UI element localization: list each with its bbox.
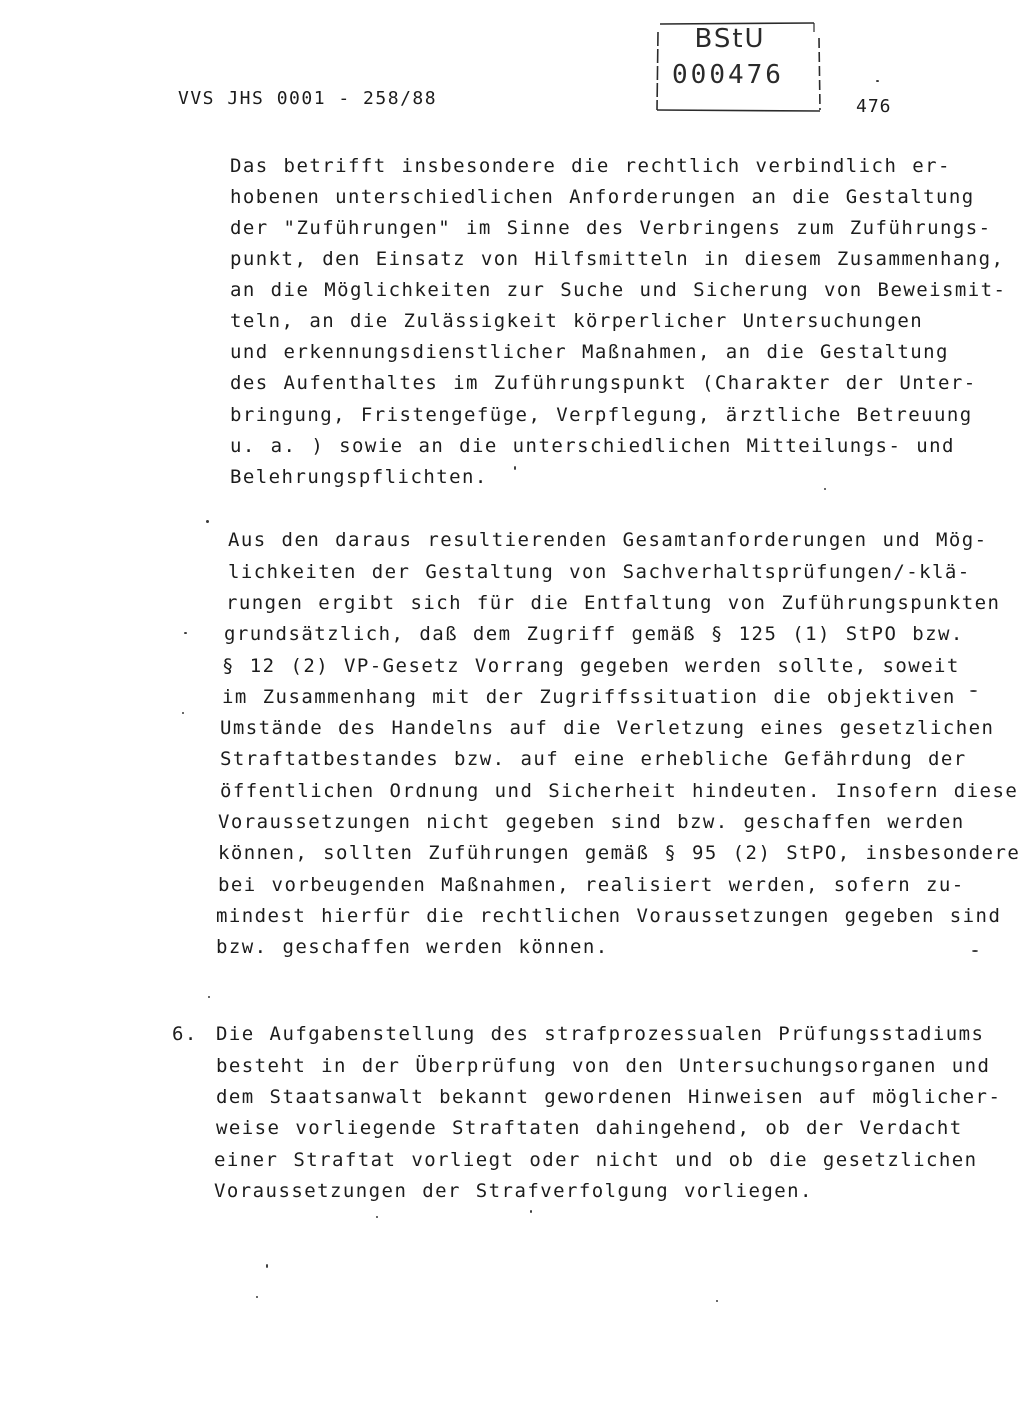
text-line: § 12 (2) VP-Gesetz Vorrang gegeben werden sollte, soweit	[222, 655, 960, 677]
text-line: Straftatbestandes bzw. auf eine erhebliche Gefährdung der	[220, 748, 967, 770]
page-number: 476	[856, 96, 892, 117]
text-line: Die Aufgabenstellung des strafprozessualen Prüfungsstadiums	[216, 1023, 985, 1045]
text-line: bringung, Fristengefüge, Verpflegung, ärztliche Betreuung	[230, 404, 973, 426]
text-line: punkt, den Einsatz von Hilfsmitteln in diesem Zusammenhang,	[230, 248, 1005, 270]
text-line: bzw. geschaffen werden können.	[216, 936, 609, 958]
scan-speck	[266, 1264, 268, 1268]
text-line: Voraussetzungen der Strafverfolgung vorliegen.	[214, 1180, 813, 1202]
scan-speck	[184, 632, 187, 634]
scan-speck	[876, 80, 879, 82]
scan-speck	[208, 996, 210, 998]
text-line: im Zusammenhang mit der Zugriffssituation die objektiven	[222, 686, 956, 708]
scan-speck	[256, 1296, 258, 1298]
section-number: 6.	[172, 1023, 198, 1045]
text-line: lichkeiten der Gestaltung von Sachverhaltsprüfungen/-klä-	[228, 561, 971, 583]
text-line: einer Straftat vorliegt oder nicht und ob die gesetzlichen	[214, 1149, 978, 1171]
text-line: Das betrifft insbesondere die rechtlich verbindlich er-	[230, 155, 951, 177]
text-line: grundsätzlich, daß dem Zugriff gemäß § 125 (1) StPO bzw.	[224, 623, 964, 645]
text-line: und erkennungsdienstlicher Maßnahmen, an die Gestaltung	[230, 341, 949, 363]
text-line: besteht in der Überprüfung von den Untersuchungsorganen und	[216, 1055, 991, 1077]
text-line: teln, an die Zulässigkeit körperlicher Untersuchungen	[230, 310, 924, 332]
text-line: Voraussetzungen nicht gegeben sind bzw. geschaffen werden	[218, 811, 965, 833]
scan-speck	[514, 466, 516, 470]
text-line: u. a. ) sowie an die unterschiedlichen Mitteilungs- und	[230, 435, 955, 457]
stamp-agency: BStU	[694, 24, 766, 54]
text-line: weise vorliegende Straftaten dahingehend, ob der Verdacht	[216, 1117, 963, 1139]
document-reference: VVS JHS 0001 - 258/88	[178, 88, 438, 109]
scan-speck	[824, 488, 826, 490]
text-line: Umstände des Handelns auf die Verletzung eines gesetzlichen	[220, 717, 995, 739]
text-line: des Aufenthaltes im Zuführungspunkt (Charakter der Unter-	[230, 372, 977, 394]
stamp-number: 000476	[672, 60, 784, 90]
text-line: der "Zuführungen" im Sinne des Verbringens zum Zuführungs-	[230, 217, 992, 239]
text-line: können, sollten Zuführungen gemäß § 95 (2) StPO, insbesondere	[218, 842, 1021, 864]
text-line: hobenen unterschiedlichen Anforderungen an die Gestaltung	[230, 186, 975, 208]
scan-speck	[716, 1300, 718, 1302]
scan-speck	[972, 950, 978, 952]
text-line: Aus den daraus resultierenden Gesamtanforderungen und Mög-	[228, 529, 988, 551]
text-line: mindest hierfür die rechtlichen Voraussetzungen gegeben sind	[216, 905, 1002, 927]
text-line: öffentlichen Ordnung und Sicherheit hindeuten. Insofern diese	[220, 780, 1019, 802]
text-line: an die Möglichkeiten zur Suche und Sicherung von Beweismit-	[230, 279, 1007, 301]
scan-speck	[376, 1216, 378, 1218]
scan-speck	[530, 1210, 532, 1213]
scan-speck	[206, 520, 209, 523]
text-line: rungen ergibt sich für die Entfaltung von Zuführungspunkten	[226, 592, 1001, 614]
scan-speck	[970, 690, 977, 692]
archive-stamp	[654, 18, 822, 114]
text-line: Belehrungspflichten.	[230, 466, 488, 488]
scan-speck	[182, 712, 184, 714]
text-line: dem Staatsanwalt bekannt gewordenen Hinweisen auf möglicher-	[216, 1086, 1002, 1108]
text-line: bei vorbeugenden Maßnahmen, realisiert werden, sofern zu-	[218, 874, 965, 896]
